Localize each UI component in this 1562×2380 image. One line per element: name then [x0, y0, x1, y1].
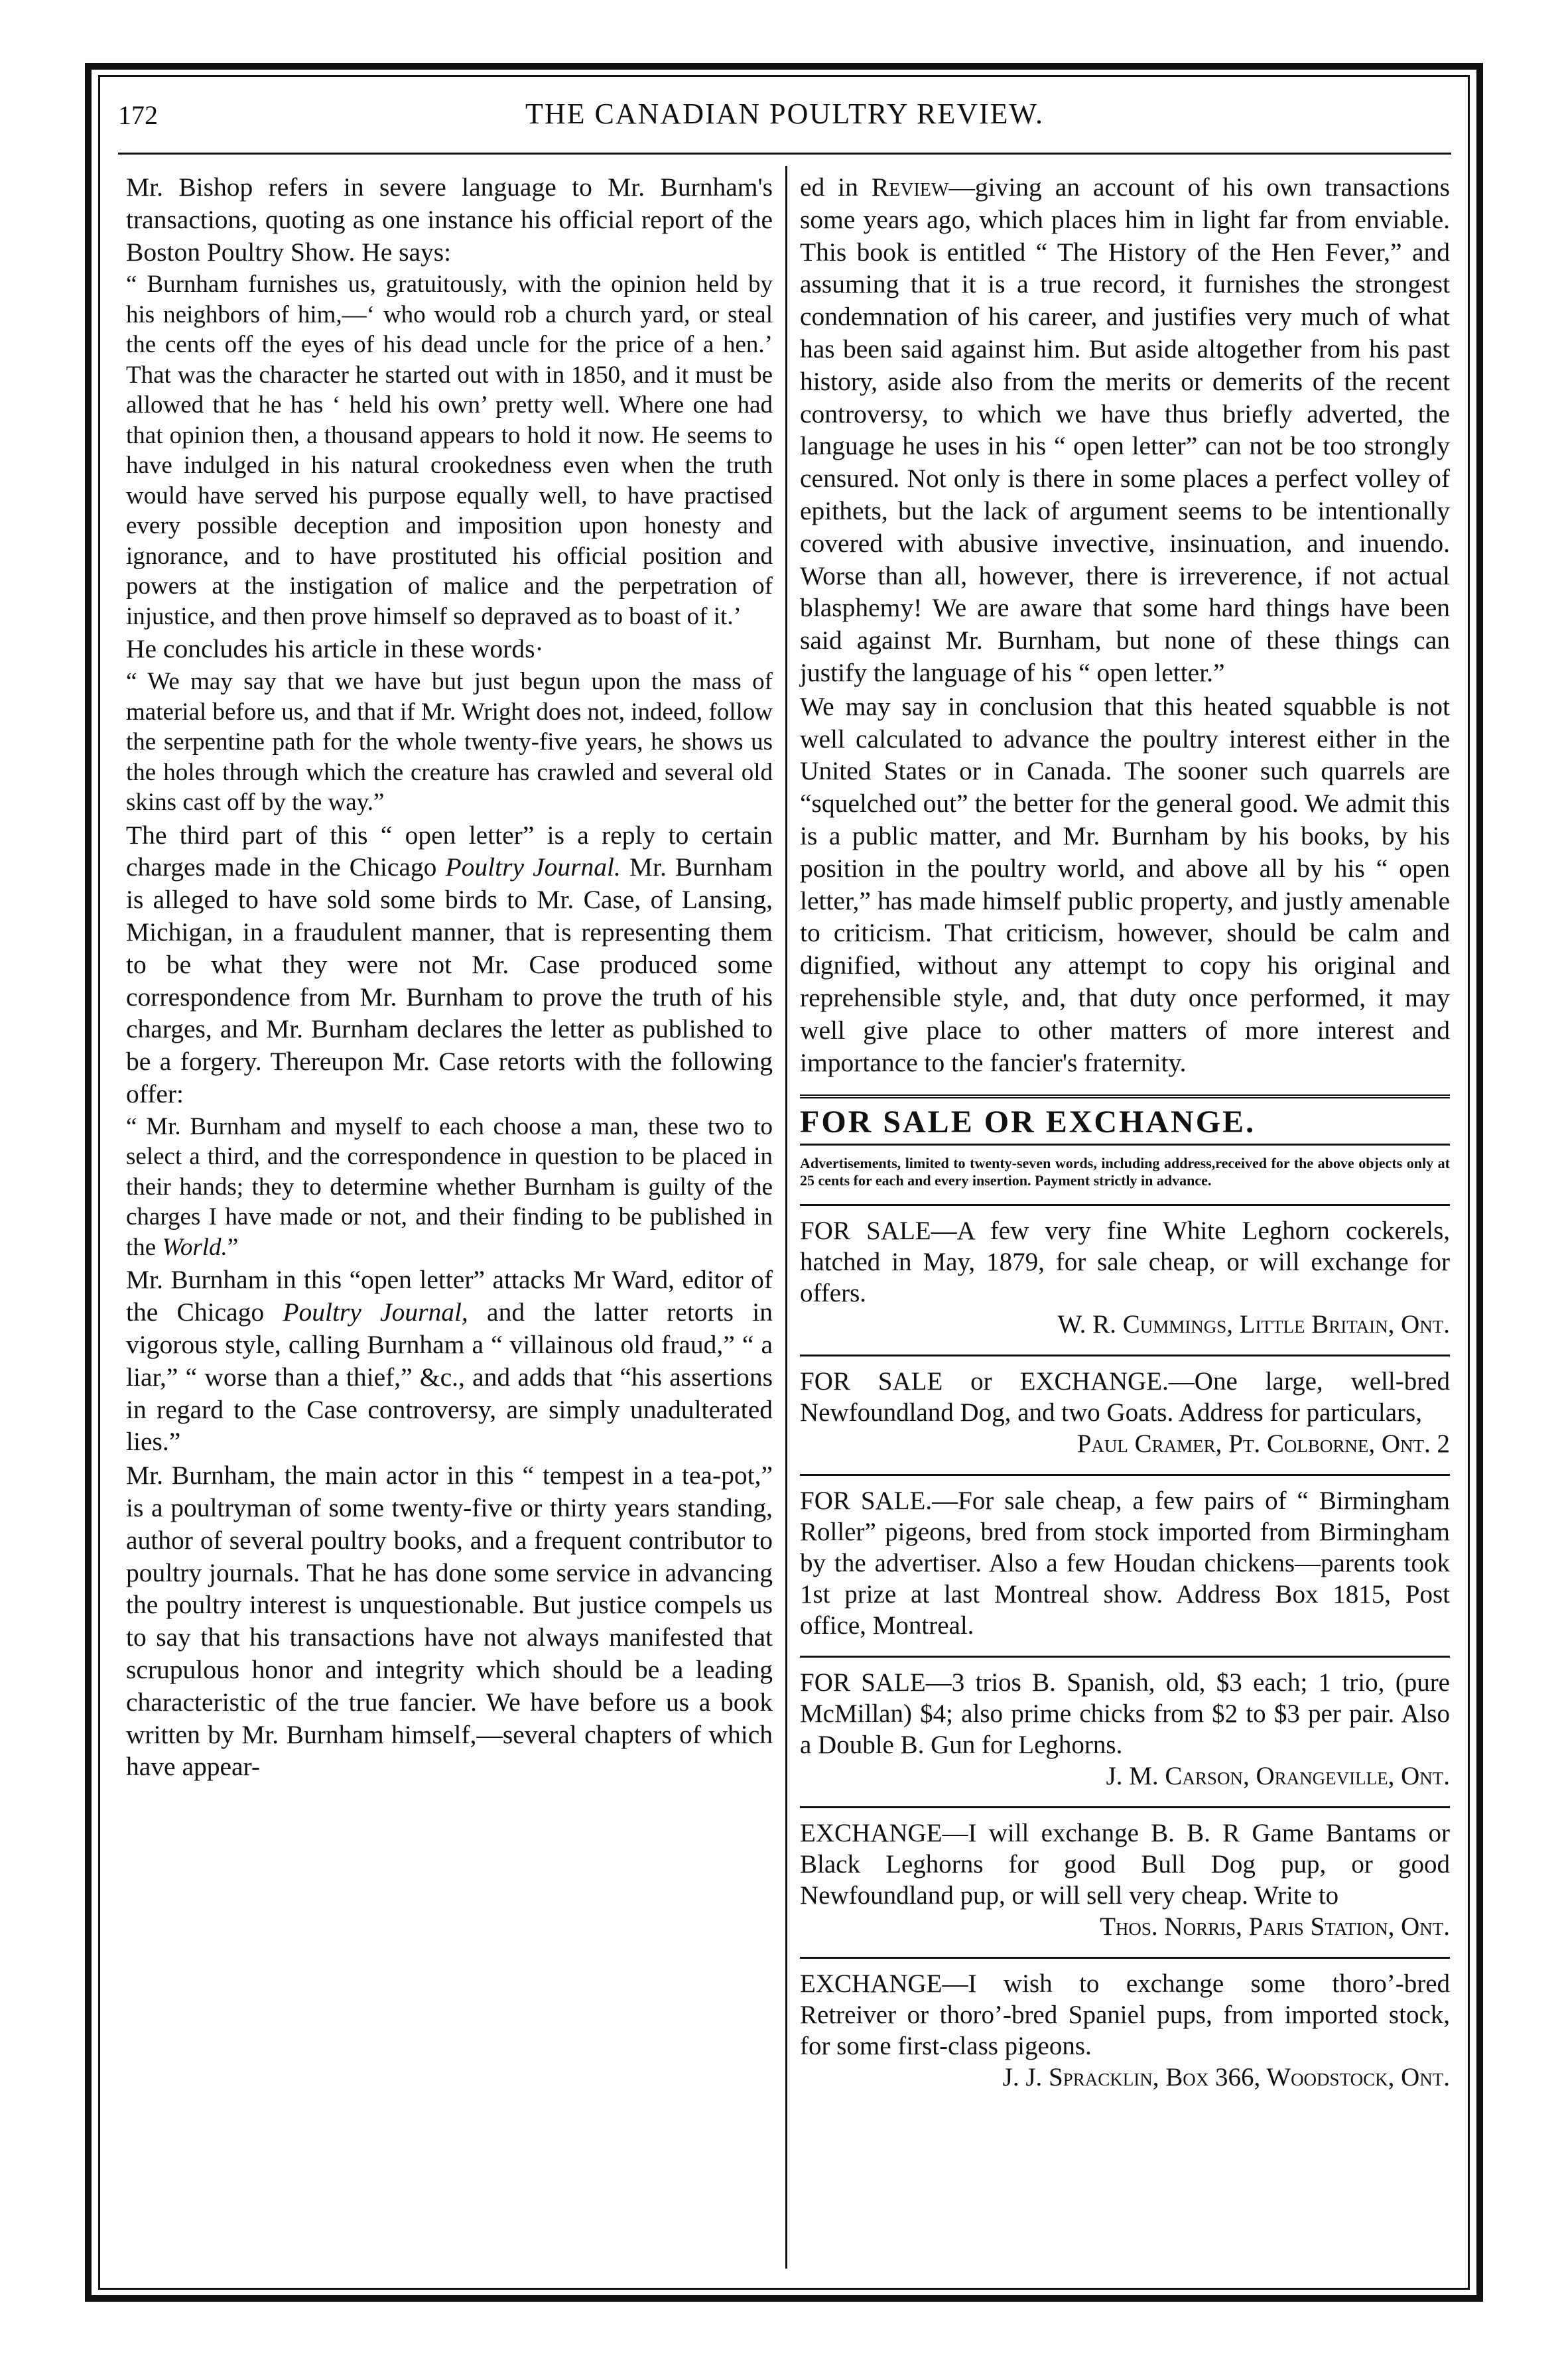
paragraph: He concludes his article in these words· — [126, 634, 544, 664]
ad-text: EXCHANGE—I wish to exchange some thoro’-bred Retreiver or thoro’-bred Spaniel pups, from imported stock, for some first-class pigeons. — [800, 1969, 1450, 2061]
ad-text: FOR SALE—3 trios B. Spanish, old, $3 each; 1 trio, (pure McMillan) $4; also prime chicks from $2 to $3 per pair. Also a Double B. Gun for Leghorns. — [800, 1668, 1450, 1760]
classifieds-note: Advertisements, limited to twenty-seven words, including address,received for the above objects only at 25 cents for each and every insertion. Payment strictly in advance. — [800, 1155, 1450, 1189]
ad-text: FOR SALE—A few very fine White Leghorn cockerels, hatched in May, 1879, for sale cheap, or will exchange for offers. — [800, 1217, 1450, 1308]
quotation: “ Mr. Burnham and myself to each choose a man, these two to select a third, and the correspondence in question to be placed in their hands; they to determine whether Burnham is guilty of the charges I have made or not, and their finding to be published in the World.” — [126, 1112, 773, 1261]
page-header — [118, 93, 1451, 139]
classified-ad — [800, 1806, 1450, 1942]
paragraph: We may say in conclusion that this heated squabble is not well calculated to advance the poultry interest either in the United States or in Canada. The sooner such quarrels are “squelched out” the better for the general good. We admit this is a public matter, and Mr. Burnham by his books, by his position in the poultry world, and above all by his “ open letter,” has made himself public property, and justly amenable to criticism. That criticism, however, should be calm and dignified, without any attempt to copy his original and reprehensible style, and, that duty once performed, it may well give place to other matters of more interest and importance to the fancier's fraternity. — [800, 691, 1450, 1077]
classified-ad — [800, 1474, 1450, 1641]
ad-signature: J. M. Carson, Orangeville, Ont. — [1106, 1762, 1450, 1791]
ad-text: FOR SALE.—For sale cheap, a few pairs of “ Birmingham Roller” pigeons, bred from stock imported from Birmingham by the advertiser. Also a few Houdan chickens—parents took 1st prize at last Montreal show. Address Box 1815, Post office, Montreal. — [800, 1487, 1450, 1640]
quotation: “ We may say that we have but just begun upon the mass of material before us, and that if Mr. Wright does not, indeed, follow the serpentine path for the whole twenty-five years, he shows us the holes through which the creature has crawled and several old skins cast off by the way.” — [126, 668, 773, 817]
page-number: 172 — [118, 100, 158, 130]
classified-ad — [800, 1355, 1450, 1459]
classified-ad — [800, 1656, 1450, 1792]
ad-signature: Paul Cramer, Pt. Colborne, Ont. 2 — [1076, 1429, 1450, 1459]
right-column — [800, 171, 1450, 2093]
quotation: “ Burnham furnishes us, gratuitously, with the opinion held by his neighbors of him,—‘ who would rob a church yard, or steal the cents off the eyes of his dead uncle for the price of a hen.’ That was the character he started out with in 1850, and it must be allowed that he has ‘ held his own’ pretty well. Where one had that opinion then, a thousand appears to hold it now. He seems to have indulged in his natural crookedness even when the truth would have served his purpose equally well, to have practised every possible deception and imposition upon honesty and ignorance, and to have prostituted his official position and powers at the instigation of malice and the perpetration of injustice, and then prove himself so depraved as to boast of it.’ — [126, 271, 773, 630]
ad-text: FOR SALE or EXCHANGE.—One large, well-bred Newfoundland Dog, and two Goats. Address for particulars, — [800, 1367, 1450, 1427]
column-divider — [785, 166, 787, 2269]
ad-signature: J. J. Spracklin, Box 366, Woodstock, Ont. — [1002, 2063, 1450, 2092]
journal-title: THE CANADIAN POULTRY REVIEW. — [525, 98, 1044, 130]
header-rule — [118, 153, 1451, 155]
ad-signature: Thos. Norris, Paris Station, Ont. — [1100, 1912, 1450, 1942]
left-column — [126, 171, 773, 1783]
classifieds-title: FOR SALE OR EXCHANGE. — [800, 1094, 1450, 1146]
paragraph: Mr. Bishop refers in severe language to Mr. Burnham's transactions, quoting as one instance his official report of the Boston Poultry Show. He says: — [126, 172, 773, 267]
ad-signature: W. R. Cummings, Little Britain, Ont. — [1057, 1310, 1450, 1339]
paragraph: Mr. Burnham in this “open letter” attacks Mr Ward, editor of the Chicago Poultry Journal, and the latter retorts in vigorous style, calling Burnham a “ villainous old fraud,” “ a liar,” “ worse than a thief,” &c., and adds that “his assertions in regard to the Case controversy, are simply unadulterated lies.” — [126, 1265, 773, 1457]
paragraph: The third part of this “ open letter” is a reply to certain charges made in the Chicago Poultry Journal. Mr. Burnham is alleged to have sold some birds to Mr. Case, of Lansing, Michigan, in a fraudulent manner, that is representing them to be what they were not Mr. Case produced some correspondence from Mr. Burnham to prove the truth of his charges, and Mr. Burnham declares the letter as published to be a forgery. Thereupon Mr. Case retorts with the following offer: — [126, 820, 773, 1109]
ad-text: EXCHANGE—I will exchange B. B. R Game Bantams or Black Leghorns for good Bull Dog pup, or good Newfoundland pup, or will sell very cheap. Write to — [800, 1819, 1450, 1910]
paragraph: ed in Review—giving an account of his own transactions some years ago, which places him in light far from enviable. This book is entitled “ The History of the Hen Fever,” and assuming that it is a true record, it furnishes the strongest condemnation of his career, and justifies very much of what has been said against him. But aside altogether from his past history, aside also from the merits or demerits of the recent controversy, to which we have thus briefly adverted, the language he uses in his “ open letter” can not be too strongly censured. Not only is there in some places a perfect volley of epithets, but the lack of argument seems to be intentionally covered with abusive invective, insinuation, and inuendo. Worse than all, however, there is irreverence, if not actual blasphemy! We are aware that some hard things have been said against Mr. Burnham, but none of these things can justify the language of his “ open letter.” — [800, 172, 1450, 687]
classified-ad — [800, 1204, 1450, 1340]
paragraph: Mr. Burnham, the main actor in this “ tempest in a tea-pot,” is a poultryman of some twenty-five or thirty years standing, author of several poultry books, and a frequent contributor to poultry journals. That he has done some service in advancing the poultry interest is unquestionable. But justice compels us to say that his transactions have not always manifested that scrupulous honor and integrity which should be a leading characteristic of the true fancier. We have before us a book written by Mr. Burnham himself,—several chapters of which have appear- — [126, 1461, 773, 1782]
classified-ad — [800, 1957, 1450, 2093]
